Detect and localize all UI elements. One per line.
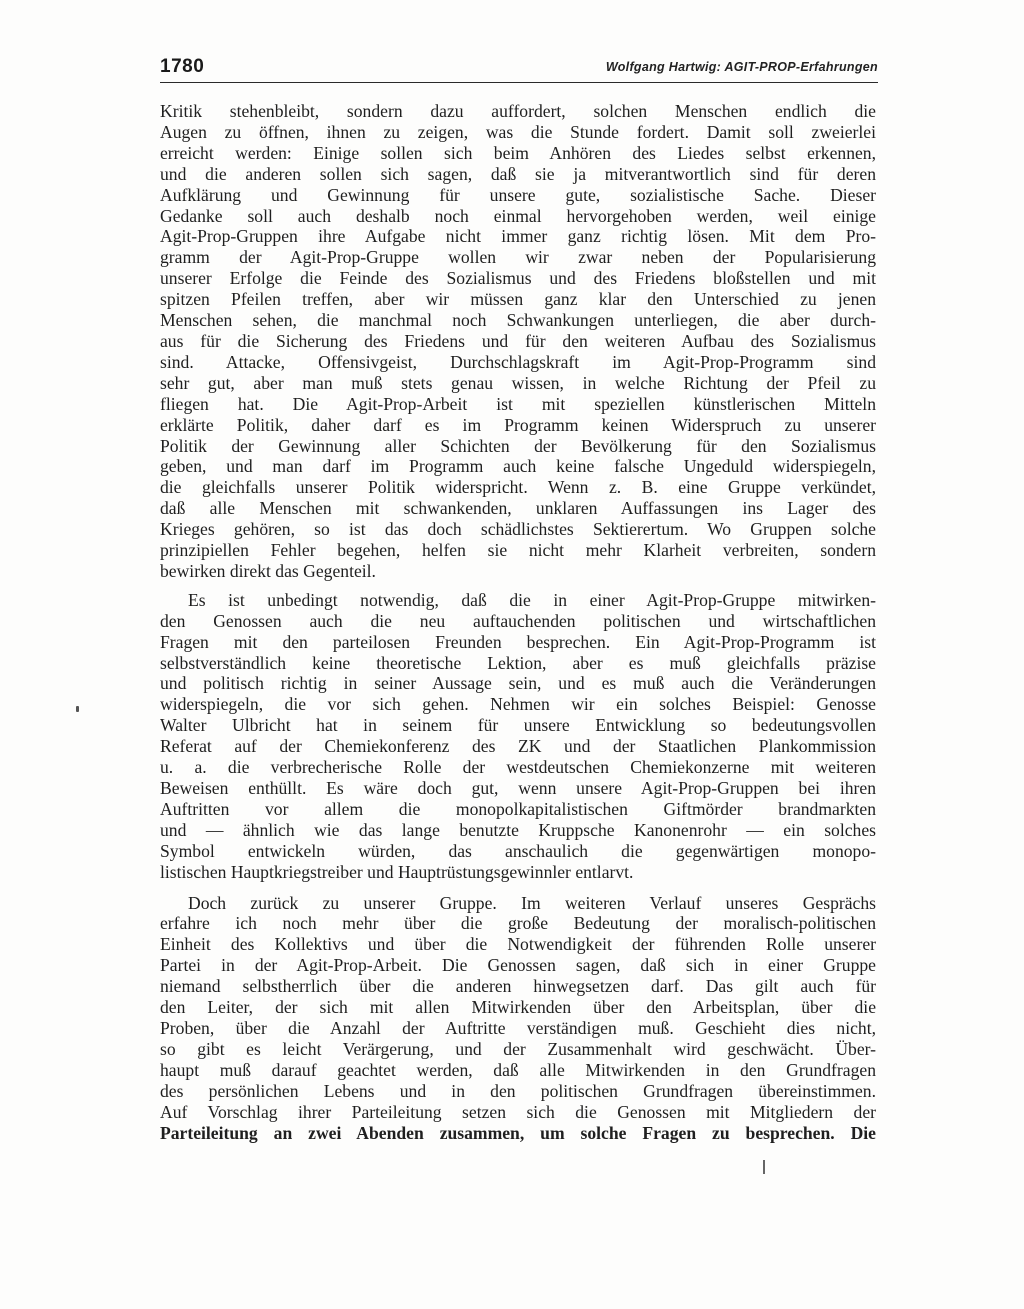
paragraph-3	[160, 893, 876, 1144]
text-line: den Genossen auch die neu auftauchenden politischen und wirtschaftlichen	[160, 610, 876, 631]
text-line: und politisch richtig in seiner Aussage sein, und es muß auch die Veränderungen	[160, 673, 876, 694]
text-line: Symbol entwickeln würden, das anschaulich die gegenwärtigen monopo-	[160, 840, 876, 861]
text-line: Walter Ulbricht hat in seinem für unsere Entwicklung so bedeutungsvollen	[160, 715, 876, 736]
text-line: aus für die Sicherung des Friedens und für den weiteren Aufbau des Sozialismus	[160, 330, 876, 351]
text-line: Krieges gehören, so ist das doch schädlichstes Sektierertum. Wo Gruppen solche	[160, 519, 876, 540]
text-line: prinzipiellen Fehler begehen, helfen sie nicht mehr Klarheit verbreiten, sondern	[160, 540, 876, 561]
body-text	[160, 101, 876, 1143]
text-line: u. a. die verbrecherische Rolle der westdeutschen Chemiekonzerne mit weiteren	[160, 757, 876, 778]
text-line: die gleichfalls unserer Politik widerspricht. Wenn z. B. eine Gruppe verkündet,	[160, 477, 876, 498]
text-line: erklärte Politik, daher darf es im Programm keinen Widerspruch zu unserer	[160, 414, 876, 435]
running-title: Wolfgang Hartwig: AGIT-PROP-Erfahrungen	[605, 60, 878, 74]
text-line: des persönlichen Lebens und in den politischen Grundfragen übereinstimmen.	[160, 1080, 876, 1101]
text-line: Einheit des Kollektivs und über die Notwendigkeit der führenden Rolle unserer	[160, 934, 876, 955]
text-line: Fragen mit den parteilosen Freunden besprechen. Ein Agit-Prop-Programm ist	[160, 631, 876, 652]
text-line: geben, und man darf im Programm auch keine falsche Ungeduld widerspiegeln,	[160, 456, 876, 477]
text-line: bewirken direkt das Gegenteil.	[160, 560, 376, 581]
text-line: Referat auf der Chemiekonferenz des ZK und der Staatlichen Plankommission	[160, 736, 876, 757]
text-line: so gibt es leicht Verärgerung, und der Zusammenhalt wird geschwächt. Über-	[160, 1038, 876, 1059]
text-line: sind. Attacke, Offensivgeist, Durchschlagskraft im Agit-Prop-Programm sind	[160, 351, 876, 372]
text-line: selbstverständlich keine theoretische Lektion, aber es muß gleichfalls präzise	[160, 652, 876, 673]
text-line: gramm der Agit-Prop-Gruppe wollen wir zwar neben der Popularisierung	[160, 247, 876, 268]
text-line: Proben, über die Anzahl der Auftritte verständigen muß. Geschieht dies nicht,	[160, 1017, 876, 1038]
text-line: Parteileitung an zwei Abenden zusammen, um solche Fragen zu besprechen. Die	[160, 1122, 876, 1143]
text-line: und die anderen sollen sich sagen, daß sie ja mitverantwortlich sind für deren	[160, 163, 876, 184]
text-line: spitzen Pfeilen treffen, aber wir müssen ganz klar den Unterschied zu jenen	[160, 289, 876, 310]
text-line: und — ähnlich wie das lange benutzte Kruppsche Kanonenrohr — ein solches	[160, 819, 876, 840]
text-line: Augen zu öffnen, ihnen zu zeigen, was die Stunde fordert. Damit soll zweierlei	[160, 121, 876, 142]
text-line: listischen Hauptkriegstreiber und Hauptrüstungsgewinnler entlarvt.	[160, 861, 634, 882]
text-line: Partei in der Agit-Prop-Arbeit. Die Genossen sagen, daß sich in einer Gruppe	[160, 955, 876, 976]
text-line: Doch zurück zu unserer Gruppe. Im weiteren Verlauf unseres Gesprächs	[188, 892, 876, 913]
text-line: fliegen hat. Die Agit-Prop-Arbeit ist mit speziellen künstlerischen Mitteln	[160, 393, 876, 414]
page-number: 1780	[160, 56, 205, 77]
text-line: widerspiegeln, die vor sich gehen. Nehmen wir ein solches Beispiel: Genosse	[160, 694, 876, 715]
text-line: Es ist unbedingt notwendig, daß die in einer Agit-Prop-Gruppe mitwirken-	[188, 589, 876, 610]
text-line: niemand selbstherrlich über die anderen hinwegsetzen darf. Das gilt auch für	[160, 976, 876, 997]
running-header	[160, 56, 878, 83]
text-line: haupt muß darauf geachtet werden, daß alle Mitwirkenden in den Grundfragen	[160, 1059, 876, 1080]
text-line: Agit-Prop-Gruppen ihre Aufgabe nicht immer ganz richtig lösen. Mit dem Pro-	[160, 226, 876, 247]
text-line: daß alle Menschen mit schwankenden, unklaren Auffassungen ins Lager des	[160, 498, 876, 519]
text-line: Gedanke soll auch deshalb noch einmal hervorgehoben werden, weil einige	[160, 205, 876, 226]
text-line: den Leiter, der sich mit allen Mitwirkenden über den Arbeitsplan, über die	[160, 997, 876, 1018]
paragraph-2	[160, 590, 876, 883]
scan-speck	[763, 1160, 765, 1174]
text-line: Auftritten vor allem die monopolkapitalistischen Giftmörder brandmarkten	[160, 798, 876, 819]
text-line: erreicht werden: Einige sollen sich beim Anhören des Liedes selbst erkennen,	[160, 142, 876, 163]
scan-speck	[76, 706, 79, 712]
text-line: Menschen sehen, die manchmal noch Schwankungen unterliegen, die aber durch-	[160, 310, 876, 331]
text-line: Beweisen enthüllt. Es wäre doch gut, wenn unsere Agit-Prop-Gruppen bei ihren	[160, 778, 876, 798]
text-line: unserer Erfolge die Feinde des Sozialismus und des Friedens bloßstellen und mit	[160, 268, 876, 289]
text-line: Auf Vorschlag ihrer Parteileitung setzen sich die Genossen mit Mitgliedern der	[160, 1101, 876, 1122]
text-line: sehr gut, aber man muß stets genau wissen, in welche Richtung der Pfeil zu	[160, 372, 876, 393]
text-line: erfahre ich noch mehr über die große Bedeutung der moralisch-politischen	[160, 913, 876, 934]
text-line: Kritik stehenbleibt, sondern dazu auffordert, solchen Menschen endlich die	[160, 101, 876, 121]
paragraph-1	[160, 101, 876, 582]
text-line: Politik der Gewinnung aller Schichten der Bevölkerung für den Sozialismus	[160, 435, 876, 456]
text-line: Aufklärung und Gewinnung für unsere gute, sozialistische Sache. Dieser	[160, 184, 876, 205]
